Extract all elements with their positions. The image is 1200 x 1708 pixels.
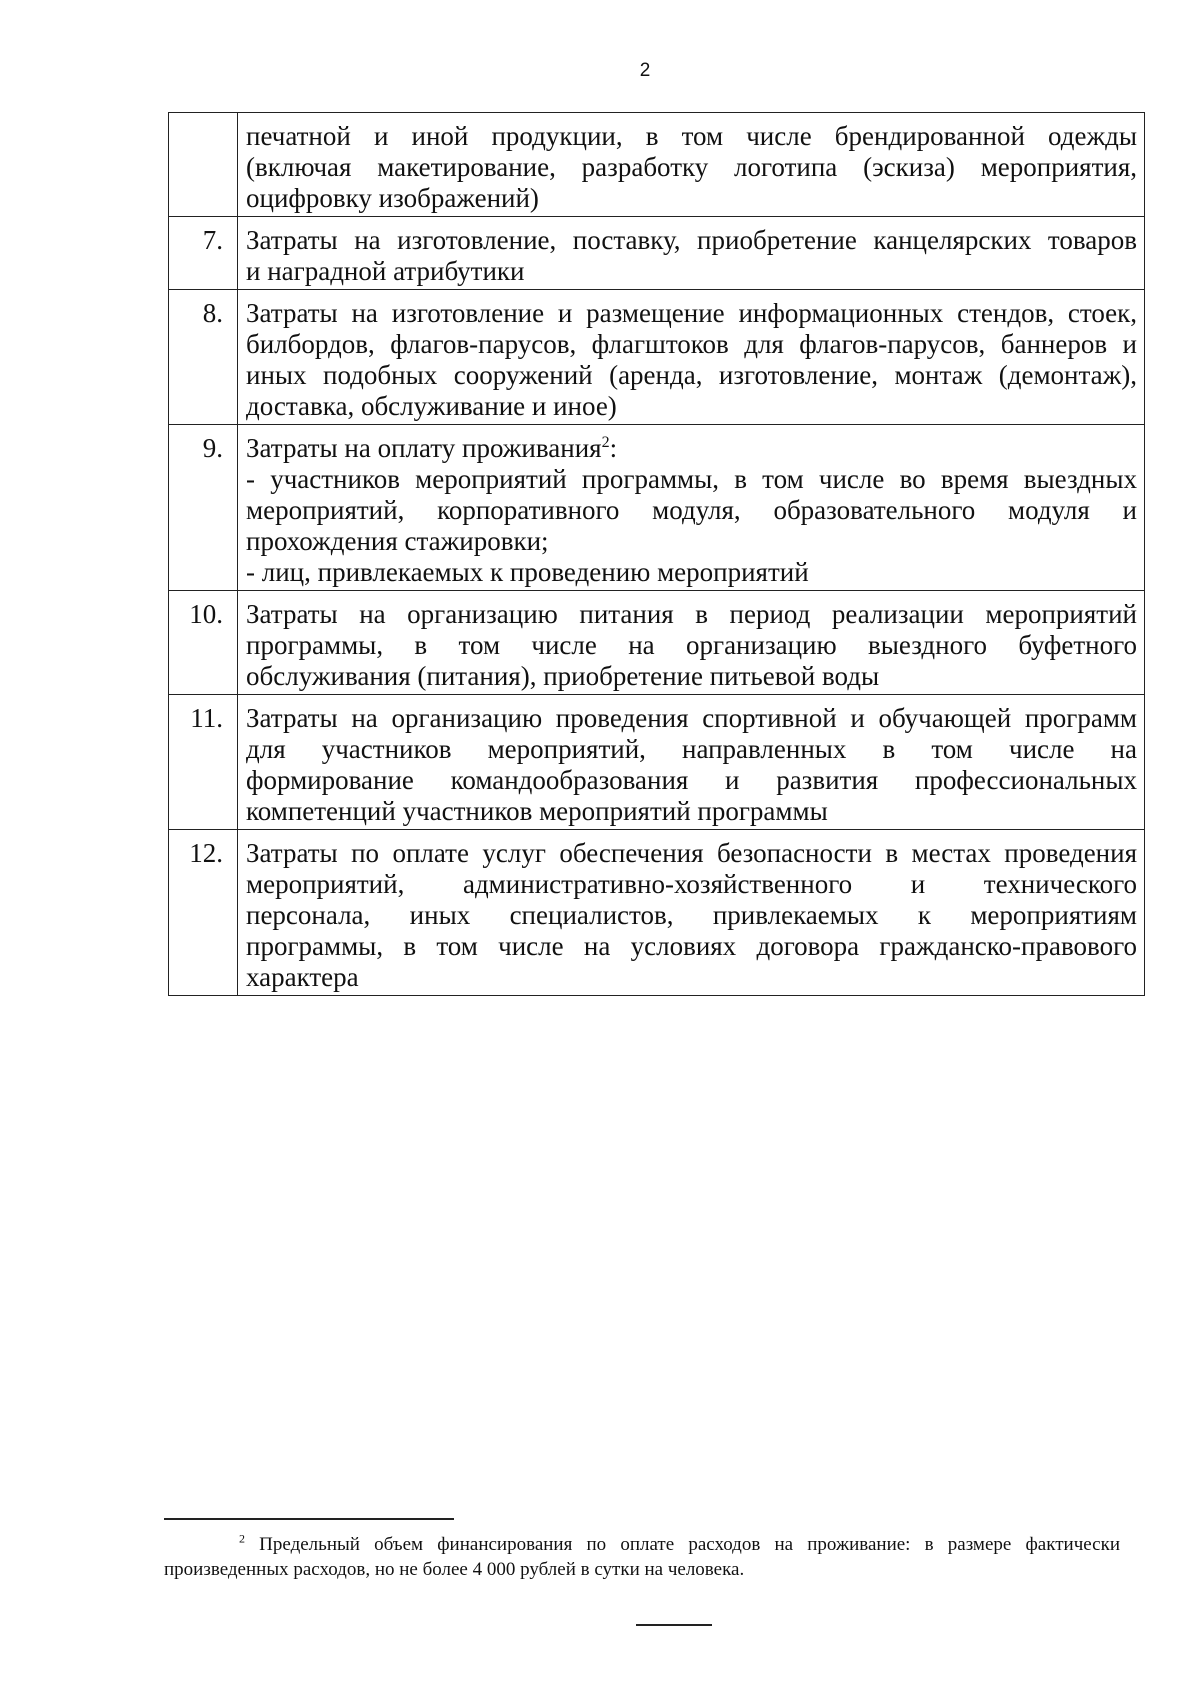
row-line: (включая макетирование, разработку логотипа (эскиза) мероприятия, — [246, 152, 1137, 182]
row-line: обслуживания (питания), приобретение питьевой воды — [246, 661, 880, 691]
row-line: Затраты по оплате услуг обеспечения безопасности в местах проведения — [246, 838, 1137, 868]
row-line: печатной и иной продукции, в том числе брендированной одежды — [246, 121, 1137, 151]
table-row — [169, 830, 1145, 996]
row-line: оцифровку изображений) — [246, 183, 539, 213]
row-description — [238, 591, 1145, 695]
table-row — [169, 217, 1145, 290]
row-number: 12. — [169, 830, 238, 996]
row-number — [169, 113, 238, 217]
row-description — [238, 217, 1145, 290]
row-number: 10. — [169, 591, 238, 695]
cost-table — [168, 112, 1145, 996]
row-line: программы, в том числе на организацию выездного буфетного — [246, 630, 1137, 660]
footnote-text: Предельный объем финансирования по оплате расходов на проживание: в размере фактически произведенных расходов, но не более 4 000 рублей в сутки на человека. — [164, 1534, 1120, 1580]
row-line: иных подобных сооружений (аренда, изготовление, монтаж (демонтаж), — [246, 360, 1137, 390]
table-row — [169, 113, 1145, 217]
row-number: 9. — [169, 425, 238, 591]
row-line: прохождения стажировки; — [246, 526, 549, 556]
footnote — [164, 1532, 1120, 1582]
row-line: Затраты на организацию питания в период реализации мероприятий — [246, 599, 1137, 629]
row-line: программы, в том числе на условиях договора гражданско-правового — [246, 931, 1137, 961]
row-title — [246, 433, 1137, 464]
row-line: Затраты на организацию проведения спортивной и обучающей программ — [246, 703, 1137, 733]
row-number: 11. — [169, 695, 238, 830]
footnote-marker: 2 — [239, 1531, 245, 1546]
row-description — [238, 290, 1145, 425]
row-line: Затраты на изготовление, поставку, приобретение канцелярских товаров — [246, 225, 1137, 255]
row-line: мероприятий, административно-хозяйственного и технического — [246, 869, 1137, 899]
row-line: доставка, обслуживание и иное) — [246, 391, 617, 421]
row-line: и наградной атрибутики — [246, 256, 525, 286]
table-row — [169, 425, 1145, 591]
row-line: - участников мероприятий программы, в том числе во время выездных — [246, 464, 1137, 494]
end-separator — [636, 1624, 712, 1626]
row-description — [238, 113, 1145, 217]
table-row — [169, 695, 1145, 830]
footnote-separator — [164, 1518, 454, 1520]
table-row — [169, 290, 1145, 425]
row-description — [238, 830, 1145, 996]
row-description — [238, 425, 1145, 591]
row-line: мероприятий, корпоративного модуля, образовательного модуля и — [246, 495, 1137, 525]
footnote-reference: 2 — [601, 434, 610, 451]
row-line: компетенций участников мероприятий программы — [246, 796, 828, 826]
row-title-tail: : — [609, 433, 618, 463]
row-line: для участников мероприятий, направленных в том числе на — [246, 734, 1137, 764]
row-line: характера — [246, 962, 359, 992]
row-number: 8. — [169, 290, 238, 425]
row-line: Затраты на изготовление и размещение информационных стендов, стоек, — [246, 298, 1137, 328]
row-description — [238, 695, 1145, 830]
page-number: 2 — [639, 60, 651, 81]
row-number: 7. — [169, 217, 238, 290]
row-line: билбордов, флагов-парусов, флагштоков для флагов-парусов, баннеров и — [246, 329, 1137, 359]
row-line: - лиц, привлекаемых к проведению мероприятий — [246, 557, 809, 587]
table-row — [169, 591, 1145, 695]
row-line: персонала, иных специалистов, привлекаемых к мероприятиям — [246, 900, 1137, 930]
row-line: формирование командообразования и развития профессиональных — [246, 765, 1137, 795]
row-title-text: Затраты на оплату проживания — [246, 433, 602, 463]
